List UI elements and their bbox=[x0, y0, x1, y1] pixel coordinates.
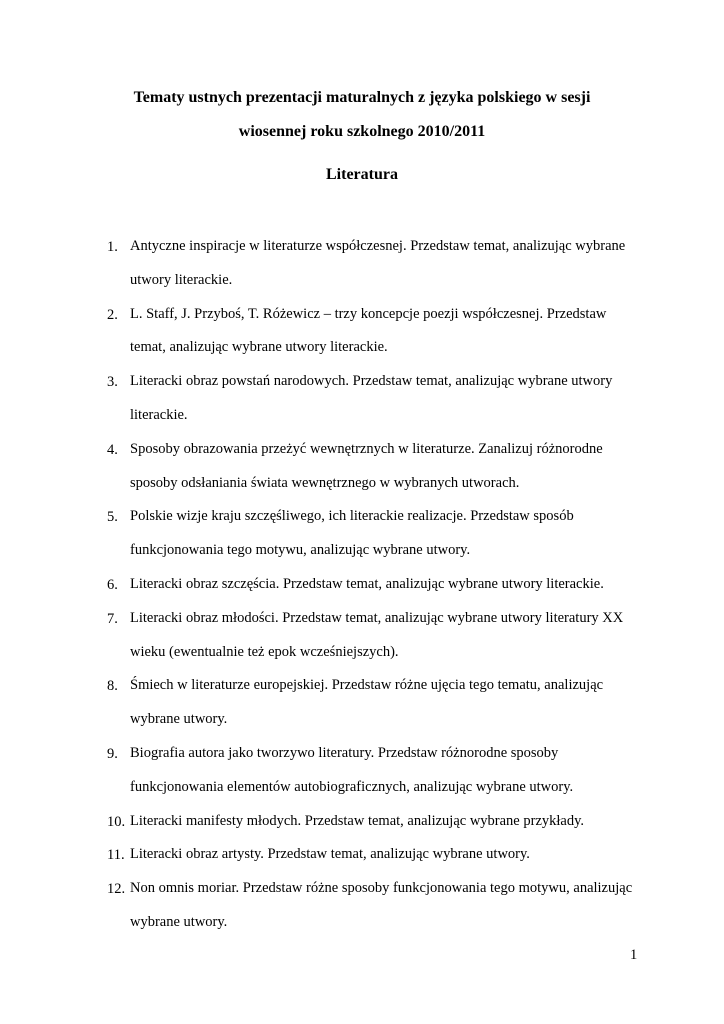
topic-text: Non omnis moriar. Przedstaw różne sposoby funkcjonowania tego motywu, analizując wybrane utwory. bbox=[130, 880, 633, 930]
topic-text: L. Staff, J. Przyboś, T. Różewicz – trzy koncepcje poezji współczesnej. Przedstaw temat, analizując wybrane utwory literackie. bbox=[130, 305, 607, 356]
topic-text: Literacki manifesty młodych. Przedstaw temat, analizując wybrane przykłady. bbox=[130, 812, 585, 829]
topic-text: Śmiech w literaturze europejskiej. Przedstaw różne ujęcia tego tematu, analizując wybrane utwory. bbox=[130, 677, 604, 728]
topic-number: 9. bbox=[107, 745, 118, 762]
topic-number: 6. bbox=[107, 576, 118, 593]
topic-number: 5. bbox=[107, 509, 118, 526]
topic-text: Literacki obraz młodości. Przedstaw temat, analizując wybrane utwory literatury XX wieku (ewentualnie też epok wcześniejszych). bbox=[130, 609, 624, 660]
document-title-line-2: wiosennej roku szkolnego 2010/2011 bbox=[238, 123, 486, 140]
topic-text: Literacki obraz artysty. Przedstaw temat, analizując wybrane utwory. bbox=[130, 846, 530, 863]
topic-item bbox=[0, 669, 724, 737]
topic-item bbox=[0, 500, 724, 568]
topic-item bbox=[0, 872, 724, 940]
topic-text: Biografia autora jako tworzywo literatury. Przedstaw różnorodne sposoby funkcjonowania elementów autobiograficznych, analizując wybrane utwory. bbox=[130, 744, 574, 795]
topic-number: 3. bbox=[107, 374, 118, 391]
topic-number: 10. bbox=[107, 813, 126, 830]
topic-number: 4. bbox=[107, 441, 118, 458]
topic-item bbox=[0, 737, 724, 805]
topic-item bbox=[0, 602, 724, 670]
topic-number: 2. bbox=[107, 306, 118, 323]
topic-number: 12. bbox=[107, 881, 126, 898]
topic-text: Sposoby obrazowania przeżyć wewnętrznych w literaturze. Zanalizuj różnorodne sposoby odsłaniania świata wewnętrznego w wybranych utworach. bbox=[130, 440, 603, 491]
topic-number: 11. bbox=[107, 847, 125, 864]
section-heading: Literatura bbox=[326, 166, 398, 183]
topic-number: 8. bbox=[107, 678, 118, 695]
page-number: 1 bbox=[630, 947, 638, 963]
document-title-line-1: Tematy ustnych prezentacji maturalnych z języka polskiego w sesji bbox=[133, 89, 591, 106]
topic-item bbox=[0, 298, 724, 366]
topic-text: Literacki obraz powstań narodowych. Przedstaw temat, analizując wybrane utwory literackie. bbox=[130, 373, 613, 423]
topic-item bbox=[0, 805, 724, 839]
topic-item bbox=[0, 568, 724, 602]
topic-text: Antyczne inspiracje w literaturze współczesnej. Przedstaw temat, analizując wybrane utwory literackie. bbox=[130, 238, 626, 288]
topic-list bbox=[0, 230, 724, 940]
topic-text: Polskie wizje kraju szczęśliwego, ich literackie realizacje. Przedstaw sposób funkcjonowania tego motywu, analizując wybrane utwory. bbox=[130, 508, 574, 559]
topic-item bbox=[0, 365, 724, 433]
topic-number: 1. bbox=[107, 239, 118, 255]
topic-item bbox=[0, 838, 724, 872]
topic-number: 7. bbox=[107, 610, 118, 627]
topic-item bbox=[0, 230, 724, 298]
topic-text: Literacki obraz szczęścia. Przedstaw temat, analizując wybrane utwory literackie. bbox=[130, 575, 604, 592]
topic-item bbox=[0, 433, 724, 501]
